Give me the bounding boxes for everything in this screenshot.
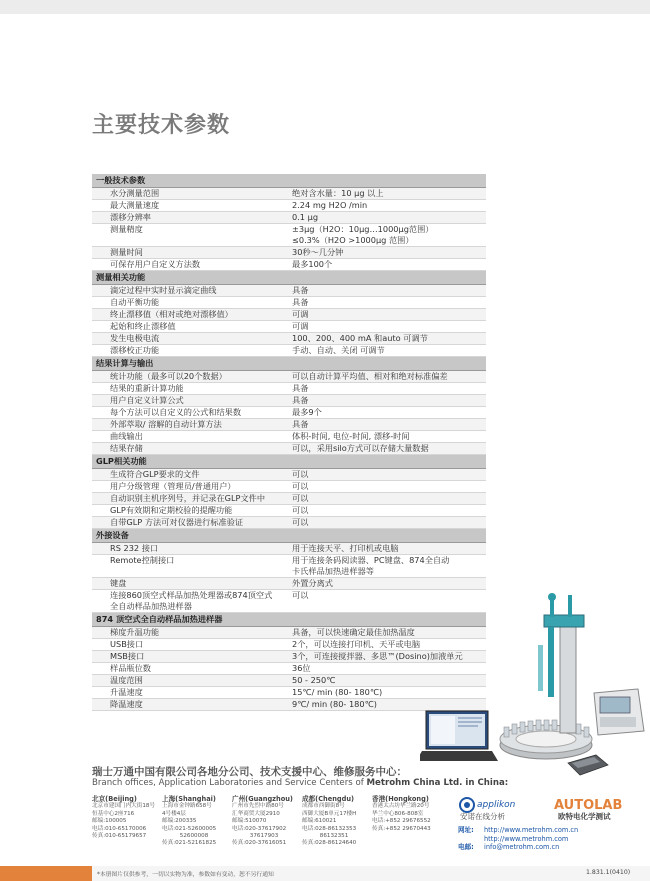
branch-line: 邮编:200335 — [162, 818, 197, 825]
branch-line: 37617903 — [232, 833, 279, 840]
titration-tower-icon — [538, 593, 584, 733]
spec-row — [92, 407, 486, 419]
branch-line: 传真:020-37616051 — [232, 840, 287, 847]
spec-section — [92, 174, 486, 271]
spec-label: 温度范围 — [110, 675, 143, 685]
spec-row — [92, 395, 486, 407]
branch-city: 北京(Beijing) — [92, 795, 137, 803]
spec-value: 可以 — [292, 469, 309, 479]
spec-label: 发生电极电流 — [110, 333, 160, 343]
contact-line — [458, 843, 578, 852]
spec-label: 连接860顶空式样品加热处理器或874顶空式 全自动样品加热进样器 — [110, 590, 273, 611]
branch-line: 传真:010-65179657 — [92, 833, 147, 840]
spec-row — [92, 333, 486, 345]
spec-row — [92, 383, 486, 395]
spec-label: 升温速度 — [110, 687, 143, 697]
branch-line: 电话:+852 29676552 — [372, 818, 431, 825]
contact-line — [458, 835, 578, 844]
spec-label: RS 232 接口 — [110, 543, 159, 553]
section-heading: 测量相关功能 — [92, 271, 486, 285]
autolab-logo-icon — [554, 798, 622, 821]
spec-value: 绝对含水量：10 μg 以上 — [292, 188, 384, 198]
branch-line: 西御大厦B单元17楼H — [302, 810, 357, 817]
branch-city: 广州(Guangzhou) — [232, 795, 293, 803]
footer-disclaimer: *本册图片仅供参考，一切以实物为准，参数如有变动，恕不另行通知 — [97, 872, 274, 878]
spec-value: 2个，可以连接打印机、天平或电脑 — [292, 639, 421, 649]
branch-line: 电话:010-65170006 — [92, 825, 147, 832]
spec-label: 每个方法可以自定义的公式和结果数 — [110, 407, 242, 417]
section-heading: 874 顶空式全自动样品加热进样器 — [92, 613, 486, 627]
spec-value: 9℃/ min (80- 180℃) — [292, 699, 377, 709]
coulometer-controller-icon — [594, 689, 644, 735]
contact-key: 网址: — [458, 826, 474, 834]
spec-value: 可以 — [292, 590, 309, 600]
spec-row — [92, 188, 486, 200]
branch-city: 香港(Hongkong) — [372, 795, 429, 803]
section-heading: 结果计算与输出 — [92, 357, 486, 371]
branch-office — [372, 796, 438, 848]
offices-en-company: Metrohm China Ltd. in China: — [366, 778, 509, 788]
branch-line: 86132351 — [302, 833, 349, 840]
spec-row — [92, 431, 486, 443]
branch-city: 成都(Chengdu) — [302, 795, 355, 803]
sample-changer-icon — [500, 720, 592, 759]
spec-label: 结果的重新计算功能 — [110, 383, 184, 393]
spec-label: 终止漂移值（相对或绝对漂移值） — [110, 309, 233, 319]
spec-value: 可以 — [292, 517, 309, 527]
spec-value: 可以自动计算平均值、相对和绝对标准偏差 — [292, 371, 448, 381]
spec-value: 具备 — [292, 297, 309, 307]
spec-value: 体积-时间, 电位-时间, 漂移-时间 — [292, 431, 410, 441]
spec-row — [92, 493, 486, 505]
section-heading: 一般技术参数 — [92, 174, 486, 188]
spec-value: ±3μg（H2O：10μg…1000μg范围） ≤0.3%（H2O >1000μg 范围） — [292, 224, 434, 245]
spec-label: 最大测量速度 — [110, 200, 160, 210]
spec-row — [92, 224, 486, 247]
autolab-logo-cn: 欧特电化学测试 — [558, 812, 611, 821]
spec-value: 100、200、400 mA 和auto 可调节 — [292, 333, 428, 343]
contact-info — [458, 826, 578, 852]
spec-label: 自动平衡功能 — [110, 297, 160, 307]
spec-label: 统计功能（最多可以20个数据） — [110, 371, 227, 381]
spec-label: 结果存储 — [110, 443, 143, 453]
branch-office — [162, 796, 228, 848]
branch-line: 汇华商贸大厦2910 — [232, 810, 280, 817]
spec-value: 可以，采用silo方式可以存储大量数据 — [292, 443, 429, 453]
spec-value: 可以 — [292, 505, 309, 515]
contact-link[interactable]: http://www.metrohm.com — [484, 834, 569, 843]
spec-label: 测量时间 — [110, 247, 143, 257]
spec-label: 自动识别主机序列号，并记录在GLP文件中 — [110, 493, 266, 503]
spec-label: 用户分级管理（管理员/普通用户） — [110, 481, 236, 491]
branch-line: 邮编:510070 — [232, 818, 267, 825]
spec-value: 36位 — [292, 663, 311, 673]
branch-line: 电话:020-37617902 — [232, 825, 287, 832]
spec-value: 最多100个 — [292, 259, 333, 269]
spec-value: 具备 — [292, 383, 309, 393]
spec-label: 用户自定义计算公式 — [110, 395, 184, 405]
branch-line: 邮编:610021 — [302, 818, 337, 825]
spec-section — [92, 357, 486, 455]
offices-heading-en — [92, 778, 508, 788]
branch-city: 上海(Shanghai) — [162, 795, 216, 803]
spec-label: 降温速度 — [110, 699, 143, 709]
spec-row — [92, 469, 486, 481]
spec-label: 梯度升温功能 — [110, 627, 160, 637]
spec-row — [92, 259, 486, 271]
spec-value: 外置分离式 — [292, 578, 333, 588]
branch-line: 4号楼4层 — [162, 810, 186, 817]
spec-label: 键盘 — [110, 578, 127, 588]
spec-row — [92, 309, 486, 321]
spec-label: 滴定过程中实时显示滴定曲线 — [110, 285, 217, 295]
footer-accent — [0, 866, 92, 881]
branch-line: 香港太古坊华兰路20号 — [372, 803, 430, 810]
section-heading: 外接设备 — [92, 529, 486, 543]
spec-label: 水分测量范围 — [110, 188, 160, 198]
applikon-logo-text: applikon — [477, 800, 516, 810]
branch-line: 传真:+852 29670443 — [372, 825, 431, 832]
titrator-instrument-illustration — [420, 585, 650, 785]
spec-label: 样品瓶位数 — [110, 663, 151, 673]
branch-line: 恒基中心2座716 — [92, 810, 135, 817]
spec-row — [92, 200, 486, 212]
branch-line: 华兰中心806-808室 — [372, 810, 424, 817]
spec-value: 2.24 mg H2O /min — [292, 200, 368, 210]
spec-label: 曲线输出 — [110, 431, 143, 441]
branch-office — [92, 796, 158, 848]
applikon-logo-icon — [460, 798, 516, 821]
spec-row — [92, 555, 486, 578]
spec-row — [92, 371, 486, 383]
spec-value: 具备 — [292, 285, 309, 295]
spec-label: 自带GLP 方法可对仪器进行标准验证 — [110, 517, 244, 527]
spec-row — [92, 443, 486, 455]
spec-row — [92, 297, 486, 309]
contact-link[interactable]: info@metrohm.com.cn — [484, 843, 560, 852]
contact-link[interactable]: http://www.metrohm.com.cn — [484, 826, 579, 834]
spec-row — [92, 419, 486, 431]
spec-value: 50 - 250℃ — [292, 675, 336, 685]
spec-row — [92, 505, 486, 517]
spec-section — [92, 455, 486, 529]
spec-value: 具备 — [292, 395, 309, 405]
spec-value: 可以 — [292, 481, 309, 491]
brand-logos — [458, 796, 648, 822]
spec-label: MSB接口 — [110, 651, 145, 661]
spec-value: 用于连接天平、打印机或电脑 — [292, 543, 399, 553]
offices-en-prefix: Branch offices, Application Laboratories and Service Centers of — [92, 778, 367, 788]
spec-label: USB接口 — [110, 639, 144, 649]
branch-line: 52600008 — [162, 833, 209, 840]
branch-line: 传真:021-52161825 — [162, 840, 217, 847]
spec-value: 具备，可以快速确定最佳加热温度 — [292, 627, 415, 637]
spec-value: 具备 — [292, 419, 309, 429]
spec-row — [92, 212, 486, 224]
top-band — [0, 0, 650, 14]
branch-line: 上海市金钟路658号 — [162, 803, 212, 810]
spec-value: 手动、自动、关闭 可调节 — [292, 345, 385, 355]
spec-value: 30秒～几分钟 — [292, 247, 344, 257]
branch-line: 广州市先烈中路80号 — [232, 803, 284, 810]
spec-label: 漂移分辨率 — [110, 212, 151, 222]
page-title: 主要技术参数 — [92, 113, 231, 138]
offices-heading-cn: 瑞士万通中国有限公司各地分公司、技术支援中心、维修服务中心： — [92, 766, 407, 778]
spec-label: 可保存用户自定义方法数 — [110, 259, 201, 269]
spec-section — [92, 271, 486, 357]
branch-line: 成都市西御街8号 — [302, 803, 345, 810]
section-heading: GLP相关功能 — [92, 455, 486, 469]
spec-value: 可以 — [292, 493, 309, 503]
laptop-icon — [420, 711, 498, 761]
footer-bar — [0, 866, 650, 881]
spec-row — [92, 321, 486, 333]
spec-row — [92, 481, 486, 493]
spec-row — [92, 543, 486, 555]
spec-value: 3个，可连接搅拌器、多思™(Dosino)加液单元 — [292, 651, 463, 661]
footer-doc-code: 1.831.1(0410) — [586, 869, 631, 876]
contact-key: 电邮: — [458, 843, 474, 852]
branch-office — [302, 796, 368, 848]
spec-label: 漂移校正功能 — [110, 345, 160, 355]
spec-label: 测量精度 — [110, 224, 143, 234]
spec-label: 外部萃取/ 溶解的自动计算方法 — [110, 419, 222, 429]
spec-row — [92, 247, 486, 259]
branch-line: 北京市建国门内大街18号 — [92, 803, 156, 810]
spec-value: 可调 — [292, 309, 309, 319]
branch-list — [92, 796, 452, 848]
applikon-logo-cn: 安诺在线分析 — [460, 812, 505, 821]
spec-value: 可调 — [292, 321, 309, 331]
branch-office — [232, 796, 298, 848]
branch-line: 传真:028-86124640 — [302, 840, 357, 847]
contact-line — [458, 826, 578, 835]
spec-label: GLP有效期和定期校验的提醒功能 — [110, 505, 233, 515]
spec-label: 起始和终止漂移值 — [110, 321, 176, 331]
branch-line: 电话:028-86132353 — [302, 825, 357, 832]
spec-value: 0.1 μg — [292, 212, 319, 222]
autolab-logo-text: AUTOLAB — [554, 798, 623, 813]
spec-label: 生成符合GLP要求的文件 — [110, 469, 200, 479]
spec-row — [92, 345, 486, 357]
spec-value: 用于连接条码阅读器、PC键盘、874全自动 卡氏样品加热进样器等 — [292, 555, 450, 576]
branch-line: 电话:021-52600005 — [162, 825, 217, 832]
spec-value: 15℃/ min (80- 180℃) — [292, 687, 383, 697]
spec-row — [92, 517, 486, 529]
spec-row — [92, 285, 486, 297]
spec-label: Remote控制接口 — [110, 555, 175, 565]
branch-line: 邮编:100005 — [92, 818, 127, 825]
keypad-icon — [568, 755, 608, 775]
spec-value: 最多9个 — [292, 407, 322, 417]
